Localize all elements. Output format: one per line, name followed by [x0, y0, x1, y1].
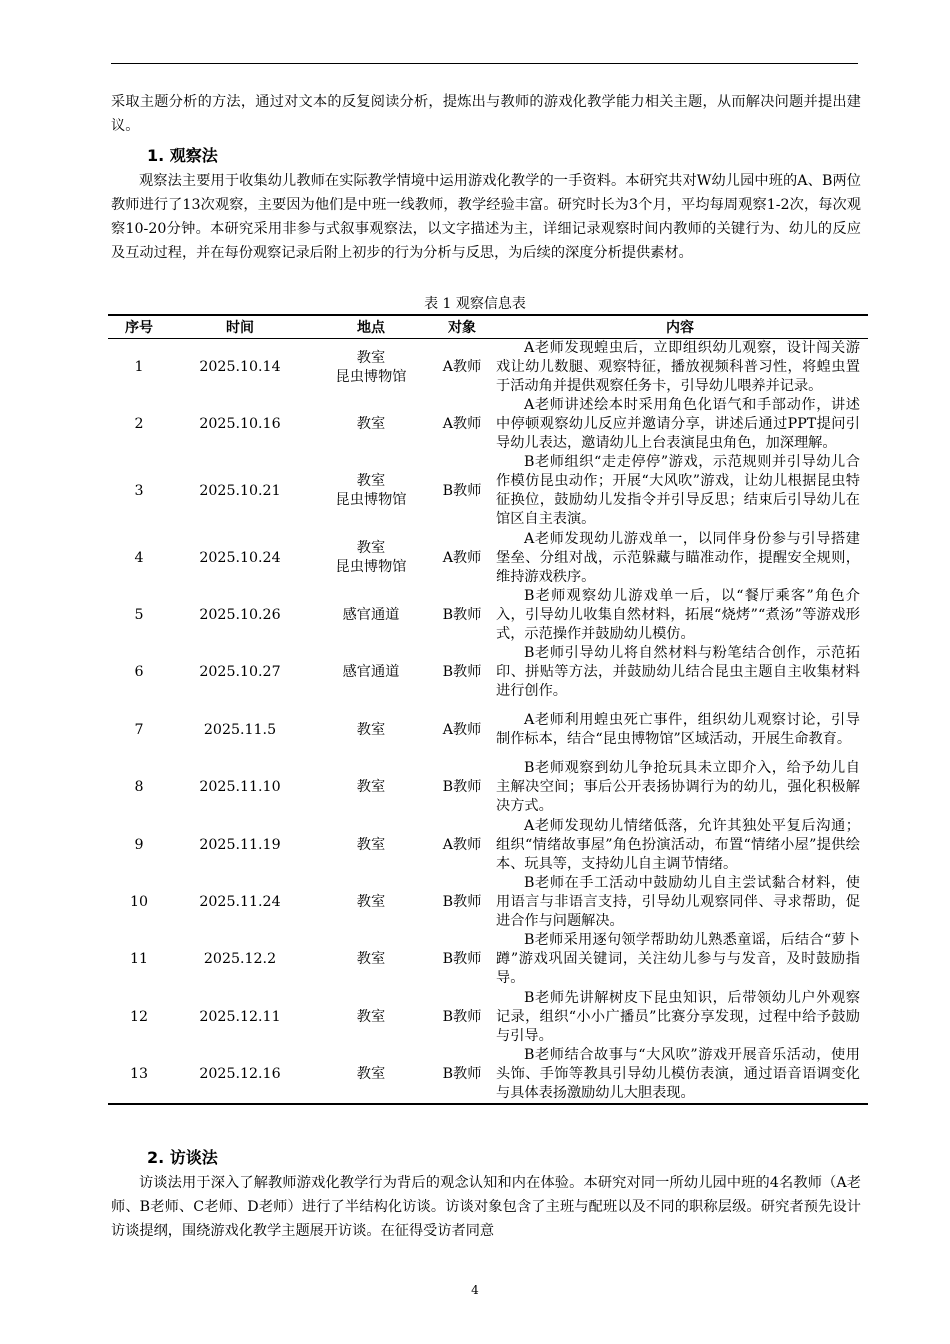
intro-paragraph: 采取主题分析的方法，通过对文本的反复阅读分析，提炼出与教师的游戏化教学能力相关主题，从而解决问题并提出建议。: [111, 94, 861, 134]
cell-date: 2025.10.16: [199, 416, 281, 433]
cell-place: 教室: [310, 1046, 432, 1104]
cell-content: B老师在手工活动中鼓励幼儿自主尝试黏合材料，使用语言与非语言支持，引导幼儿观察同伴、寻求帮助，促进合作与问题解决。: [496, 874, 860, 929]
cell-no: 11: [129, 951, 149, 968]
table-row: [108, 816, 868, 873]
cell-content: A老师发现幼儿游戏单一，以同伴身份参与引导搭建堡垒、分组对战，示范躲藏与瞄准动作，提醒安全规则，维持游戏秩序。: [496, 530, 860, 585]
header-no: 序号: [108, 315, 170, 339]
cell-place: 教室 昆虫博物馆: [335, 349, 407, 385]
cell-content: A老师利用蝗虫死亡事件，组织幼儿观察讨论，引导制作标本，结合“昆虫博物馆”区域活动，开展生命教育。: [496, 712, 860, 748]
cell-date: 2025.12.2: [203, 951, 277, 968]
cell-date: 2025.10.24: [199, 549, 281, 566]
observation-table: [108, 314, 868, 1105]
cell-date: 2025.10.14: [199, 359, 281, 375]
cell-no: 9: [134, 836, 144, 853]
section-2-heading: 2. 访谈法: [147, 1148, 218, 1167]
cell-place: 教室: [356, 836, 386, 853]
cell-content: B老师采用逐句领学帮助幼儿熟悉童谣，后结合“萝卜蹲”游戏巩固关键词，关注幼儿参与与发音，及时鼓励指导。: [496, 932, 860, 987]
cell-target: A教师: [442, 721, 482, 738]
cell-no: 5: [134, 606, 144, 623]
header-rule: [111, 63, 858, 64]
header-target: 对象: [432, 315, 492, 339]
cell-content: A老师讲述绘本时采用角色化语气和手部动作，讲述中停顿观察幼儿反应并邀请分享，讲述后通过PPT提问引导幼儿表达，邀请幼儿上台表演昆虫角色，加深理解。: [496, 397, 860, 452]
cell-content: B老师组织“走走停停”游戏，示范规则并引导幼儿合作模仿昆虫动作；开展“大风吹”游戏，让幼儿根据昆虫特征换位，鼓励幼儿发指令并引导反思；结束后引导幼儿在馆区自主表演。: [496, 454, 860, 528]
table-row: [108, 453, 868, 529]
table-row: [108, 396, 868, 453]
cell-target: A教师: [442, 359, 482, 375]
cell-place: 教室: [356, 416, 386, 433]
table-row: [108, 587, 868, 644]
page-number: 4: [471, 1283, 479, 1297]
cell-target: B教师: [442, 664, 482, 681]
cell-target: B教师: [442, 606, 482, 623]
cell-target: B教师: [442, 482, 482, 499]
cell-place: 感官通道: [342, 664, 400, 681]
cell-place: 教室: [356, 893, 386, 910]
table-row: [108, 702, 868, 759]
cell-no: 4: [134, 549, 144, 566]
section-1-heading: 1. 观察法: [147, 146, 218, 165]
cell-no: 13: [108, 1046, 170, 1104]
cell-target: B教师: [442, 1008, 482, 1025]
cell-place: 教室: [356, 721, 386, 738]
table-caption: 表 1 观察信息表: [424, 296, 526, 312]
cell-date: 2025.11.19: [199, 836, 281, 853]
cell-target: B教师: [432, 1046, 492, 1104]
cell-place: 教室: [356, 779, 386, 796]
cell-no: 1: [134, 359, 144, 375]
cell-no: 6: [134, 664, 144, 681]
cell-place: 教室: [356, 951, 386, 968]
table-row: [108, 989, 868, 1046]
cell-no: 12: [129, 1008, 149, 1025]
cell-date: 2025.11.10: [199, 779, 281, 796]
cell-place: 教室 昆虫博物馆: [335, 540, 407, 576]
cell-target: B教师: [442, 779, 482, 796]
cell-content: B老师先讲解树皮下昆虫知识，后带领幼儿户外观察记录，组织“小小广播员”比赛分享发现，过程中给予鼓励与引导。: [496, 989, 860, 1044]
header-content: 内容: [492, 315, 868, 339]
cell-target: A教师: [442, 836, 482, 853]
header-place: 地点: [310, 315, 432, 339]
cell-no: 7: [134, 721, 144, 738]
cell-content: B老师引导幼儿将自然材料与粉笔结合创作，示范拓印、拼贴等方法，并鼓励幼儿结合昆虫主题自主收集材料进行创作。: [496, 645, 860, 700]
cell-no: 8: [134, 779, 144, 796]
section-2-paragraph: 访谈法用于深入了解教师游戏化教学行为背后的观念认知和内在体验。本研究对同一所幼儿园中班的4名教师（A老师、B老师、C老师、D老师）进行了半结构化访谈。访谈对象包含了主班与配班以及不同的职称层级。研究者预先设计访谈提纲，围绕游戏化教学主题展开访谈。在征得受访者同意: [111, 1175, 861, 1239]
cell-place: 教室: [356, 1008, 386, 1025]
cell-content: A老师发现幼儿情绪低落，允许其独处平复后沟通；组织“情绪故事屋”角色扮演活动，布置“情绪小屋”提供绘本、玩具等，支持幼儿自主调节情绪。: [496, 817, 860, 872]
header-date: 时间: [170, 315, 310, 339]
cell-content: A老师发现蝗虫后，立即组织幼儿观察，设计闯关游戏让幼儿数腿、观察特征，播放视频科普习性，将蝗虫置于活动角并提供观察任务卡，引导幼儿喂养并记录。: [496, 340, 860, 394]
cell-target: A教师: [442, 416, 482, 433]
cell-target: A教师: [442, 549, 482, 566]
section-1-paragraph: 观察法主要用于收集幼儿教师在实际教学情境中运用游戏化教学的一手资料。本研究共对W幼儿园中班的A、B两位教师进行了13次观察，主要因为他们是中班一线教师，教学经验丰富。研究时长为3个月，平均每周观察1-2次，每次观察10-20分钟。本研究采用非参与式叙事观察法，以文字描述为主，详细记录观察时间内教师的关键行为、幼儿的反应及互动过程，并在每份观察记录后附上初步的行为分析与反思，为后续的深度分析提供素材。: [111, 173, 861, 261]
cell-date: 2025.12.11: [199, 1008, 281, 1025]
cell-content: B老师观察幼儿游戏单一后，以“餐厅乘客”角色介入，引导幼儿收集自然材料，拓展“烧烤”“煮汤”等游戏形式，示范操作并鼓励幼儿模仿。: [496, 587, 860, 642]
cell-target: B教师: [442, 951, 482, 968]
cell-content: B老师观察到幼儿争抢玩具未立即介入，给予幼儿自主解决空间；事后公开表扬协调行为的幼儿，强化积极解决方式。: [496, 760, 860, 815]
cell-date: 2025.10.26: [199, 606, 281, 623]
cell-no: 3: [134, 482, 144, 499]
table-row: [108, 529, 868, 586]
table-row: [108, 644, 868, 701]
cell-date: 2025.10.27: [199, 664, 281, 681]
cell-place: 教室 昆虫博物馆: [335, 473, 407, 509]
table-row: [108, 874, 868, 931]
table-row: [108, 931, 868, 988]
cell-date: 2025.10.21: [199, 482, 281, 499]
cell-no: 10: [129, 893, 149, 910]
cell-date: 2025.11.24: [199, 893, 281, 910]
cell-date: 2025.12.16: [170, 1046, 310, 1104]
table-row: [108, 759, 868, 816]
cell-target: B教师: [442, 893, 482, 910]
cell-place: 感官通道: [342, 606, 400, 623]
table-header-row: [108, 315, 868, 339]
table-row: [108, 1046, 868, 1104]
table-row: [108, 339, 868, 397]
cell-no: 2: [134, 416, 144, 433]
cell-date: 2025.11.5: [203, 721, 277, 738]
cell-content: B老师结合故事与“大风吹”游戏开展音乐活动，使用头饰、手饰等教具引导幼儿模仿表演，通过语音语调变化与具体表扬激励幼儿大胆表现。: [492, 1046, 868, 1104]
